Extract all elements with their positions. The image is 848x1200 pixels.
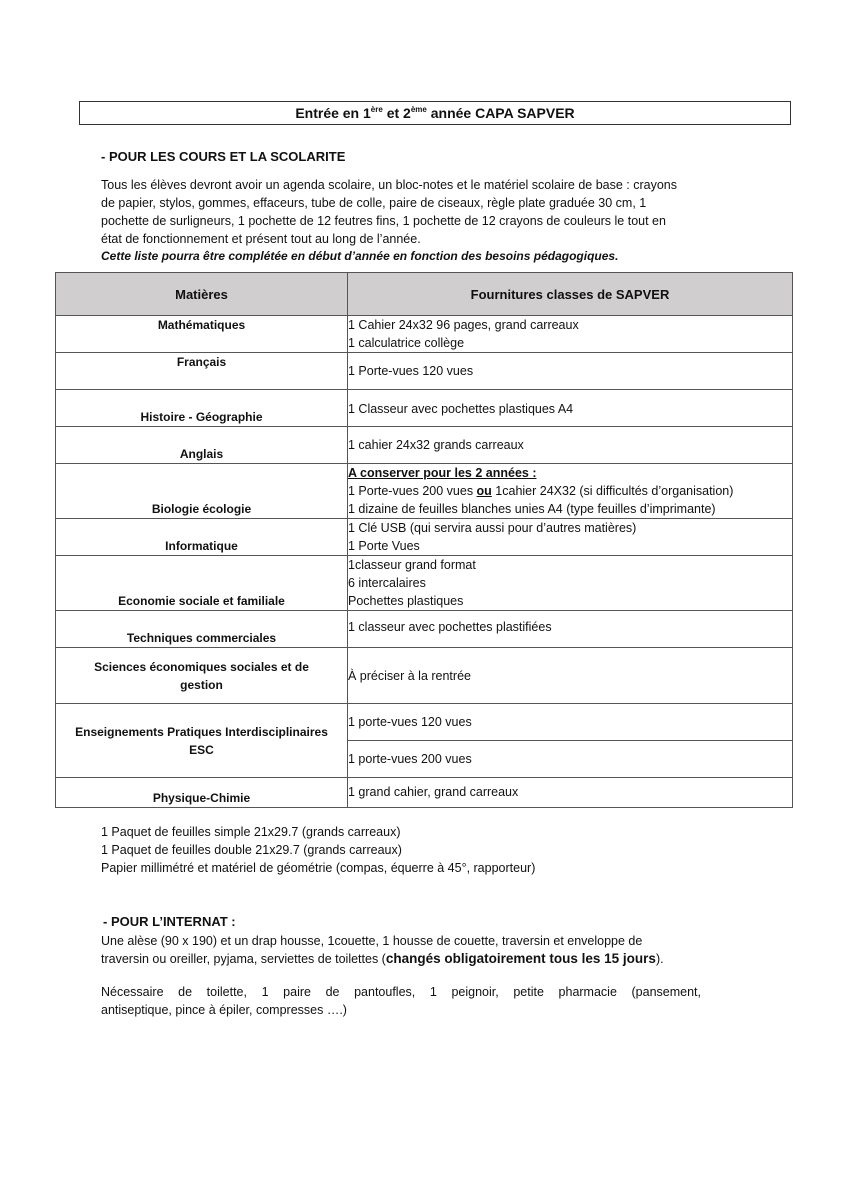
supplies-cell: 1classeur grand format 6 intercalaires Pochettes plastiques [348,556,793,611]
supplies-cell: 1 classeur avec pochettes plastifiées [348,611,793,648]
supplies-cell: 1 porte-vues 200 vues [348,741,793,778]
section-heading-internat: - POUR L’INTERNAT : [103,914,236,929]
table-row [56,519,793,556]
supplies-cell: 1 Cahier 24x32 96 pages, grand carreaux 1 calculatrice collège [348,316,793,353]
note-text: Cette liste pourra être complétée en début d’année en fonction des besoins pédagogiques. [101,249,619,263]
subject-cell: Physique-Chimie [56,778,348,808]
supplies-cell: A conserver pour les 2 années : 1 Porte-vues 200 vues ou 1cahier 24X32 (si difficultés d’organisation) 1 dizaine de feuilles blanches unies A4 (type feuilles d’imprimante) [348,464,793,519]
list-item: 1 Paquet de feuilles simple 21x29.7 (grands carreaux) [101,825,401,839]
toiletries-paragraph: Nécessaire de toilette, 1 paire de pantoufles, 1 peignoir, petite pharmacie (pansement, antiseptique, pince à épiler, compresses ….) [101,985,701,1017]
table-row [56,778,793,808]
table-row [56,648,793,704]
table-row [56,353,793,390]
table-header-row [56,273,793,316]
supplies-cell: 1 Clé USB (qui servira aussi pour d’autres matières) 1 Porte Vues [348,519,793,556]
subject-cell: Sciences économiques sociales et de gestion [56,648,348,704]
supplies-cell: 1 cahier 24x32 grands carreaux [348,427,793,464]
subject-cell: Techniques commerciales [56,611,348,648]
subject-cell: Français [56,353,348,390]
supplies-table [55,272,793,808]
supplies-cell: À préciser à la rentrée [348,648,793,704]
subject-cell: Economie sociale et familiale [56,556,348,611]
table-row [56,741,793,778]
table-row [56,390,793,427]
subject-cell: Histoire - Géographie [56,390,348,427]
supplies-cell: 1 grand cahier, grand carreaux [348,778,793,808]
table-row [56,316,793,353]
table-row [56,556,793,611]
internat-paragraph: Une alèse (90 x 190) et un drap housse, 1couette, 1 housse de couette, traversin et enveloppe de traversin ou oreiller, pyjama, serviettes de toilettes (changés obligatoirement tous les 15 jours). [101,934,664,966]
table-row [56,427,793,464]
page-title: Entrée en 1ère et 2ème année CAPA SAPVER [79,101,791,125]
extra-supplies-list [101,823,535,877]
subject-cell: Enseignements Pratiques Interdisciplinaires [56,704,348,741]
section-heading-cours: - POUR LES COURS ET LA SCOLARITE [101,149,346,164]
supplies-cell: 1 porte-vues 120 vues [348,704,793,741]
supplies-cell: 1 Classeur avec pochettes plastiques A4 [348,390,793,427]
list-item: 1 Paquet de feuilles double 21x29.7 (grands carreaux) [101,843,402,857]
table-row [56,611,793,648]
intro-paragraph: Tous les élèves devront avoir un agenda scolaire, un bloc-notes et le matériel scolaire de base : crayons de papier, stylos, gommes, effaceurs, tube de colle, paire de ciseaux, règle plate graduée 30 cm, 1 pochette de surligneurs, 1 pochette de 12 feutres fins, 1 pochette de 12 crayons de couleurs le tout en état de fonctionnement et présent tout au long de l’année. [101,178,678,246]
subject-cell: Anglais [56,427,348,464]
header-fournitures: Fournitures classes de SAPVER [348,273,793,316]
table-row [56,464,793,519]
subject-cell: ESC [56,741,348,778]
list-item: Papier millimétré et matériel de géométrie (compas, équerre à 45°, rapporteur) [101,861,536,875]
table-row [56,704,793,741]
supplies-cell: 1 Porte-vues 120 vues [348,353,793,390]
subject-cell: Biologie écologie [56,464,348,519]
subject-cell: Informatique [56,519,348,556]
subject-cell: Mathématiques [56,316,348,353]
header-matieres: Matières [56,273,348,316]
